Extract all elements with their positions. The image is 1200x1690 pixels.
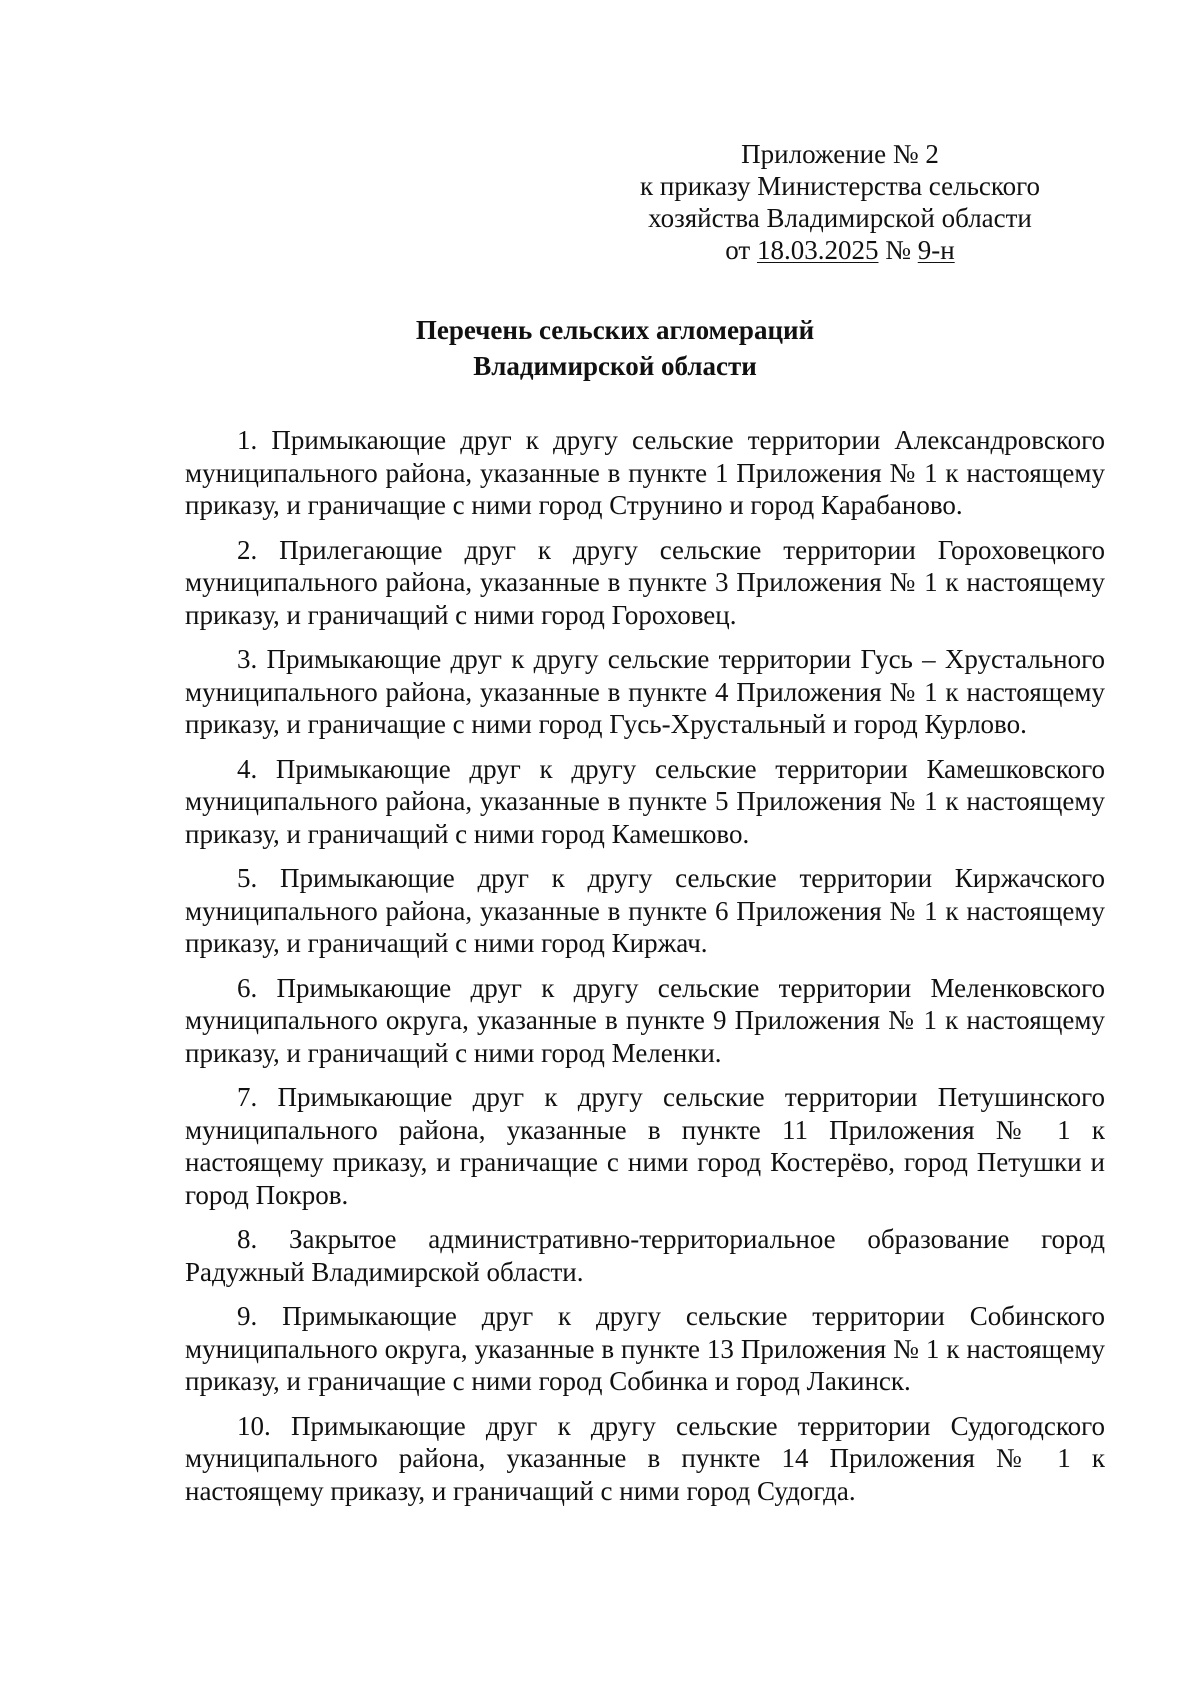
document-title <box>200 312 1030 384</box>
list-item: 3. Примыкающие друг к другу сельские территории Гусь – Хрустального муниципального района, указанные в пункте 4 Приложения № 1 к настоящему приказу, и граничащие с ними город Гусь-Хрустальный и город Курлово. <box>185 644 1105 739</box>
title-line-2: Владимирской области <box>473 351 757 381</box>
list-item: 8. Закрытое административно-территориальное образование город Радужный Владимирской области. <box>185 1224 1105 1287</box>
appendix-number: Приложение № 2 <box>741 139 939 169</box>
list-item: 4. Примыкающие друг к другу сельские территории Камешковского муниципального района, указанные в пункте 5 Приложения № 1 к настоящему приказу, и граничащий с ними город Камешково. <box>185 753 1105 849</box>
order-date: 18.03.2025 <box>756 235 879 265</box>
date-prefix: от <box>725 235 751 265</box>
title-line-1: Перечень сельских агломераций <box>415 315 815 345</box>
appendix-order-ref: к приказу Министерства сельского <box>639 171 1041 201</box>
order-number: 9-н <box>917 235 955 265</box>
agglomeration-list <box>185 424 1105 1519</box>
appendix-date-line <box>600 234 1080 266</box>
appendix-header <box>600 138 1080 266</box>
list-item: 9. Примыкающие друг к другу сельские территории Собинского муниципального округа, указанные в пункте 13 Приложения № 1 к настоящему приказу, и граничащие с ними город Собинка и город Лакинск. <box>185 1301 1105 1396</box>
appendix-ministry: хозяйства Владимирской области <box>648 203 1032 233</box>
list-item: 5. Примыкающие друг к другу сельские территории Киржачского муниципального района, указанные в пункте 6 Приложения № 1 к настоящему приказу, и граничащий с ними город Киржач. <box>185 863 1105 958</box>
list-item: 10. Примыкающие друг к другу сельские территории Судогодского муниципального района, указанные в пункте 14 Приложения № 1 к настоящему приказу, и граничащий с ними город Судогда. <box>185 1410 1105 1506</box>
list-item: 7. Примыкающие друг к другу сельские территории Петушинского муниципального района, указанные в пункте 11 Приложения № 1 к настоящему приказу, и граничащие с ними город Костерёво, город Петушки и город Покров. <box>185 1082 1105 1210</box>
list-item: 2. Прилегающие друг к другу сельские территории Гороховецкого муниципального района, указанные в пункте 3 Приложения № 1 к настоящему приказу, и граничащий с ними город Гороховец. <box>185 534 1105 630</box>
list-item: 1. Примыкающие друг к другу сельские территории Александровского муниципального района, указанные в пункте 1 Приложения № 1 к настоящему приказу, и граничащие с ними город Струнино и город Карабаново. <box>185 425 1105 520</box>
number-sign: № <box>885 235 911 265</box>
list-item: 6. Примыкающие друг к другу сельские территории Меленковского муниципального округа, указанные в пункте 9 Приложения № 1 к настоящему приказу, и граничащий с ними город Меленки. <box>185 972 1105 1068</box>
